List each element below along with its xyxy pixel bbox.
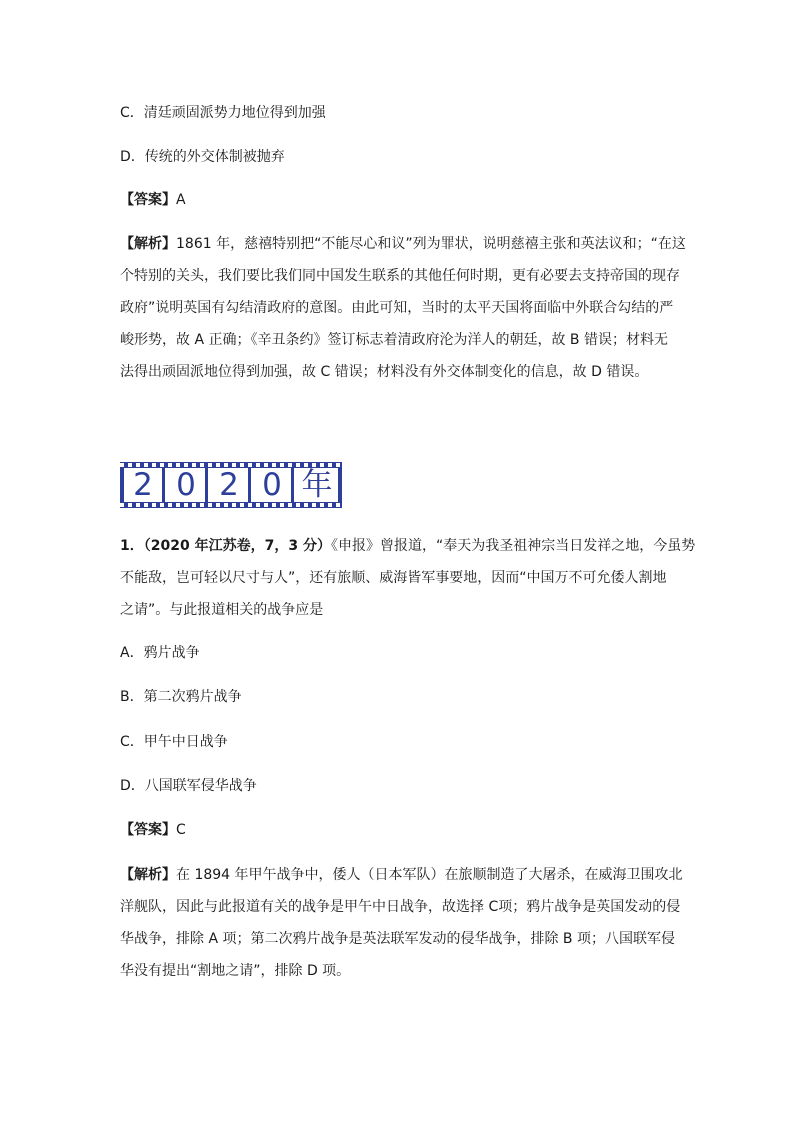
answer [120,819,680,841]
year-digit: 0 [167,468,208,502]
prev-answer-label: 【答案】 [120,192,176,208]
year-digit: 2 [210,468,251,502]
prev-option-d: D．传统的外交体制被抛弃 [120,149,285,165]
year-banner-inner [124,468,338,502]
question-stem-text: 《申报》曾报道，“奉天为我圣祖神宗当日发祥之地，今虽势 [330,538,696,554]
prev-option-c: C．清廷顽固派势力地位得到加强 [120,105,326,121]
question-stem-line-3: 之请”。与此报道相关的战争应是 [120,602,324,618]
answer-value: C [176,822,186,838]
answer-label: 【答案】 [120,822,176,838]
option-b: B．第二次鸦片战争 [120,689,242,705]
option-a: A．鸦片战争 [120,645,200,661]
analysis-line-1 [120,864,683,886]
prev-analysis-label: 【解析】 [120,236,176,252]
question-stem-line-2: 不能敌，岂可轻以尺寸与人”，还有旅顺、威海皆军事要地，因而“中国万不可允倭人割地 [120,570,667,586]
question-stem-line-1 [120,535,696,557]
question-source: （2020 年江苏卷，7，3 分） [143,538,331,554]
year-digit: 2 [124,468,165,502]
option-c: C．甲午中日战争 [120,734,228,750]
prev-analysis-line-1 [120,233,686,255]
prev-answer [120,189,680,211]
analysis-line-3: 华战争，排除 A 项；第二次鸦片战争是英法联军发动的侵华战争，排除 B 项；八国联军侵 [120,931,675,947]
year-suffix: 年 [301,467,333,503]
year-banner [120,462,342,508]
prev-answer-value: A [176,192,186,208]
prev-analysis-text: 1861 年，慈禧特别把“不能尽心和议”列为罪状，说明慈禧主张和英法议和；“在这 [176,236,686,252]
prev-analysis-line-5: 法得出顽固派地位得到加强，故 C 错误；材料没有外交体制变化的信息，故 D 错误。 [120,364,649,380]
year-digit: 0 [253,468,294,502]
prev-analysis-line-4: 峻形势，故 A 正确；《辛丑条约》签订标志着清政府沦为洋人的朝廷，故 B 错误；材料无 [120,332,668,348]
year-banner-perforation-bottom [120,503,342,507]
option-d: D．八国联军侵华战争 [120,778,257,794]
prev-analysis-line-3: 政府”说明英国有勾结清政府的意图。由此可知，当时的太平天国将面临中外联合勾结的严 [120,300,674,316]
analysis-line-4: 华没有提出“割地之请”，排除 D 项。 [120,963,351,979]
question-number: 1． [120,538,144,554]
prev-analysis-line-2: 个特别的关头，我们要比我们同中国发生联系的其他任何时期，更有必要去支持帝国的现存 [120,268,680,284]
analysis-label: 【解析】 [120,867,176,883]
analysis-text: 在 1894 年甲午战争中，倭人（日本军队）在旅顺制造了大屠杀，在威海卫围攻北 [176,867,683,883]
analysis-line-2: 洋舰队，因此与此报道有关的战争是甲午中日战争，故选择 C项；鸦片战争是英国发动的侵 [120,899,681,915]
